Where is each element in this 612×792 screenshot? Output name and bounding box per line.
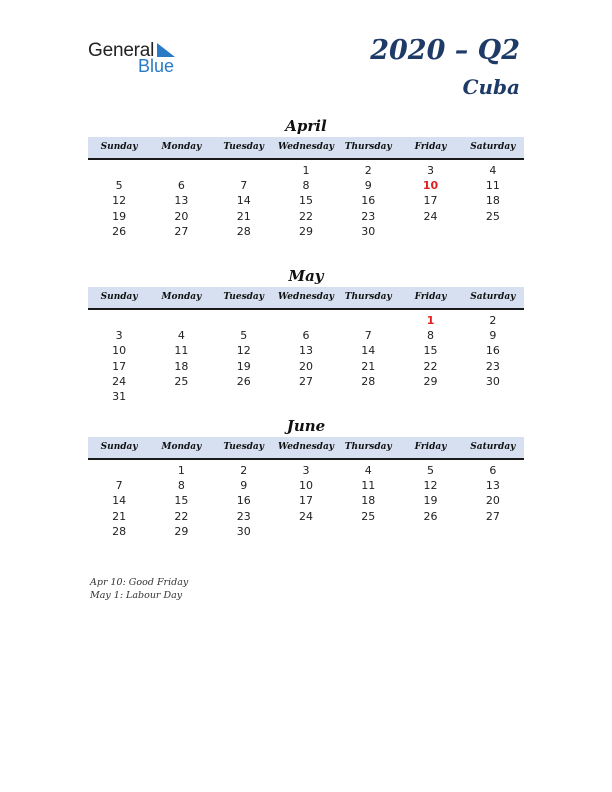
day-cell: 15: [423, 344, 438, 358]
day-cell: 13: [485, 479, 500, 493]
weekday-monday: Monday: [161, 292, 202, 302]
month-name: June: [286, 417, 326, 435]
empty-cell: [213, 389, 275, 404]
day-cell: 26: [236, 374, 251, 388]
day-cell: 5: [115, 179, 123, 193]
day-cell: 9: [364, 179, 372, 193]
weekday-header: [88, 287, 524, 310]
day-cell: 2: [489, 314, 497, 327]
month-may: [88, 266, 524, 404]
week-row: [88, 163, 524, 178]
month-april: [88, 116, 524, 239]
day-cell: 9: [240, 479, 248, 493]
weekday-tuesday: Tuesday: [223, 442, 264, 452]
day-cell: 11: [361, 479, 376, 493]
day-cell: 27: [485, 509, 500, 523]
week-row: [88, 374, 524, 389]
weekday-wednesday: Wednesday: [277, 442, 335, 452]
week-row: [88, 509, 524, 524]
week-row: [88, 478, 524, 493]
holiday-notes: [90, 576, 188, 602]
day-cell: 28: [361, 374, 376, 388]
day-cell: 3: [115, 329, 123, 343]
weekday-sunday: Sunday: [100, 142, 138, 152]
week-row: [88, 359, 524, 374]
day-cell: 24: [423, 209, 438, 223]
day-cell: 3: [427, 164, 435, 177]
day-cell: 8: [427, 329, 435, 343]
day-cell: 17: [298, 494, 313, 508]
weekday-saturday: Saturday: [470, 442, 516, 452]
weekday-friday: Friday: [414, 442, 447, 452]
weekday-tuesday: Tuesday: [223, 142, 264, 152]
day-cell: 18: [485, 194, 500, 208]
day-cell: 6: [489, 464, 497, 477]
day-cell: 6: [177, 179, 185, 193]
day-cell: 22: [423, 359, 438, 373]
weekday-friday: Friday: [414, 142, 447, 152]
day-cell: 20: [174, 209, 189, 223]
day-cell: 25: [485, 209, 500, 223]
empty-cell: [337, 313, 399, 328]
day-grid: [88, 163, 524, 239]
day-cell: 13: [298, 344, 313, 358]
day-cell: 19: [423, 494, 438, 508]
empty-cell: [462, 224, 524, 239]
day-cell: 26: [112, 224, 127, 238]
weekday-header: [88, 137, 524, 160]
weekday-monday: Monday: [161, 442, 202, 452]
empty-cell: [275, 389, 337, 404]
day-cell: 2: [240, 464, 248, 477]
day-cell: 28: [112, 524, 127, 538]
day-cell: 31: [112, 389, 127, 403]
logo: [88, 40, 188, 80]
weekday-wednesday: Wednesday: [277, 142, 335, 152]
day-cell: 7: [240, 179, 248, 193]
day-cell: 25: [174, 374, 189, 388]
day-cell: 16: [361, 194, 376, 208]
day-cell: 15: [298, 194, 313, 208]
day-cell: 7: [364, 329, 372, 343]
day-cell: 24: [298, 509, 313, 523]
day-cell: 8: [177, 479, 185, 493]
holiday-day: 10: [422, 179, 439, 193]
day-cell: 22: [298, 209, 313, 223]
logo-text-general: General: [88, 40, 155, 61]
day-cell: 29: [423, 374, 438, 388]
day-cell: 26: [423, 509, 438, 523]
weekday-saturday: Saturday: [470, 292, 516, 302]
weekday-thursday: Thursday: [344, 292, 392, 302]
empty-cell: [462, 389, 524, 404]
holiday-note: May 1: Labour Day: [90, 590, 183, 601]
weekday-sunday: Sunday: [100, 442, 138, 452]
day-cell: 21: [112, 509, 127, 523]
day-cell: 7: [115, 479, 123, 493]
day-cell: 10: [298, 479, 313, 493]
week-row: [88, 524, 524, 539]
logo-text-blue: Blue: [138, 56, 175, 76]
day-cell: 21: [236, 209, 251, 223]
day-cell: 18: [174, 359, 189, 373]
day-cell: 19: [112, 209, 127, 223]
day-cell: 5: [427, 464, 435, 477]
empty-cell: [150, 163, 212, 178]
day-cell: 23: [361, 209, 376, 223]
day-cell: 9: [489, 329, 497, 343]
day-cell: 14: [361, 344, 376, 358]
holiday-day: 1: [426, 314, 435, 327]
day-cell: 19: [236, 359, 251, 373]
month-june: [88, 416, 524, 539]
empty-cell: [399, 224, 461, 239]
empty-cell: [399, 524, 461, 539]
week-row: [88, 328, 524, 343]
weekday-monday: Monday: [161, 142, 202, 152]
weekday-sunday: Sunday: [100, 292, 138, 302]
day-cell: 14: [236, 194, 251, 208]
day-cell: 27: [174, 224, 189, 238]
weekday-header: [88, 437, 524, 460]
empty-cell: [337, 389, 399, 404]
empty-cell: [275, 524, 337, 539]
week-row: [88, 178, 524, 193]
empty-cell: [213, 313, 275, 328]
day-cell: 18: [361, 494, 376, 508]
month-name: April: [285, 117, 327, 135]
day-cell: 27: [298, 374, 313, 388]
month-name: May: [288, 267, 324, 285]
empty-cell: [213, 163, 275, 178]
page-subtitle: Cuba: [462, 75, 520, 99]
week-row: [88, 463, 524, 478]
day-cell: 29: [174, 524, 189, 538]
weekday-thursday: Thursday: [344, 142, 392, 152]
day-cell: 21: [361, 359, 376, 373]
day-cell: 23: [485, 359, 500, 373]
day-cell: 4: [177, 329, 185, 343]
day-cell: 12: [423, 479, 438, 493]
weekday-thursday: Thursday: [344, 442, 392, 452]
empty-cell: [88, 313, 150, 328]
week-row: [88, 493, 524, 508]
day-grid: [88, 313, 524, 404]
day-cell: 16: [236, 494, 251, 508]
week-row: [88, 209, 524, 224]
day-cell: 28: [236, 224, 251, 238]
day-cell: 22: [174, 509, 189, 523]
day-cell: 10: [112, 344, 127, 358]
day-cell: 1: [302, 164, 310, 177]
day-cell: 12: [236, 344, 251, 358]
holiday-note: Apr 10: Good Friday: [90, 577, 189, 588]
empty-cell: [150, 389, 212, 404]
week-row: [88, 389, 524, 404]
logo-triangle-icon: [155, 43, 175, 57]
day-cell: 2: [364, 164, 372, 177]
empty-cell: [150, 313, 212, 328]
empty-cell: [88, 163, 150, 178]
empty-cell: [337, 524, 399, 539]
day-cell: 6: [302, 329, 310, 343]
week-row: [88, 343, 524, 358]
week-row: [88, 224, 524, 239]
day-cell: 17: [112, 359, 127, 373]
day-cell: 8: [302, 179, 310, 193]
day-cell: 4: [364, 464, 372, 477]
day-cell: 4: [489, 164, 497, 177]
day-cell: 20: [485, 494, 500, 508]
day-grid: [88, 463, 524, 539]
day-cell: 16: [485, 344, 500, 358]
day-cell: 5: [240, 329, 248, 343]
day-cell: 12: [112, 194, 127, 208]
day-cell: 15: [174, 494, 189, 508]
day-cell: 11: [485, 179, 500, 193]
day-cell: 30: [485, 374, 500, 388]
day-cell: 14: [112, 494, 127, 508]
day-cell: 25: [361, 509, 376, 523]
empty-cell: [275, 313, 337, 328]
weekday-wednesday: Wednesday: [277, 292, 335, 302]
empty-cell: [462, 524, 524, 539]
weekday-friday: Friday: [414, 292, 447, 302]
weekday-saturday: Saturday: [470, 142, 516, 152]
day-cell: 30: [236, 524, 251, 538]
empty-cell: [399, 389, 461, 404]
weekday-tuesday: Tuesday: [223, 292, 264, 302]
empty-cell: [88, 463, 150, 478]
day-cell: 3: [302, 464, 310, 477]
week-row: [88, 193, 524, 208]
week-row: [88, 313, 524, 328]
day-cell: 23: [236, 509, 251, 523]
day-cell: 20: [298, 359, 313, 373]
day-cell: 13: [174, 194, 189, 208]
day-cell: 29: [298, 224, 313, 238]
day-cell: 11: [174, 344, 189, 358]
day-cell: 17: [423, 194, 438, 208]
day-cell: 30: [361, 224, 376, 238]
day-cell: 1: [177, 464, 185, 477]
page-title: 2020 – Q2: [370, 35, 520, 66]
day-cell: 24: [112, 374, 127, 388]
